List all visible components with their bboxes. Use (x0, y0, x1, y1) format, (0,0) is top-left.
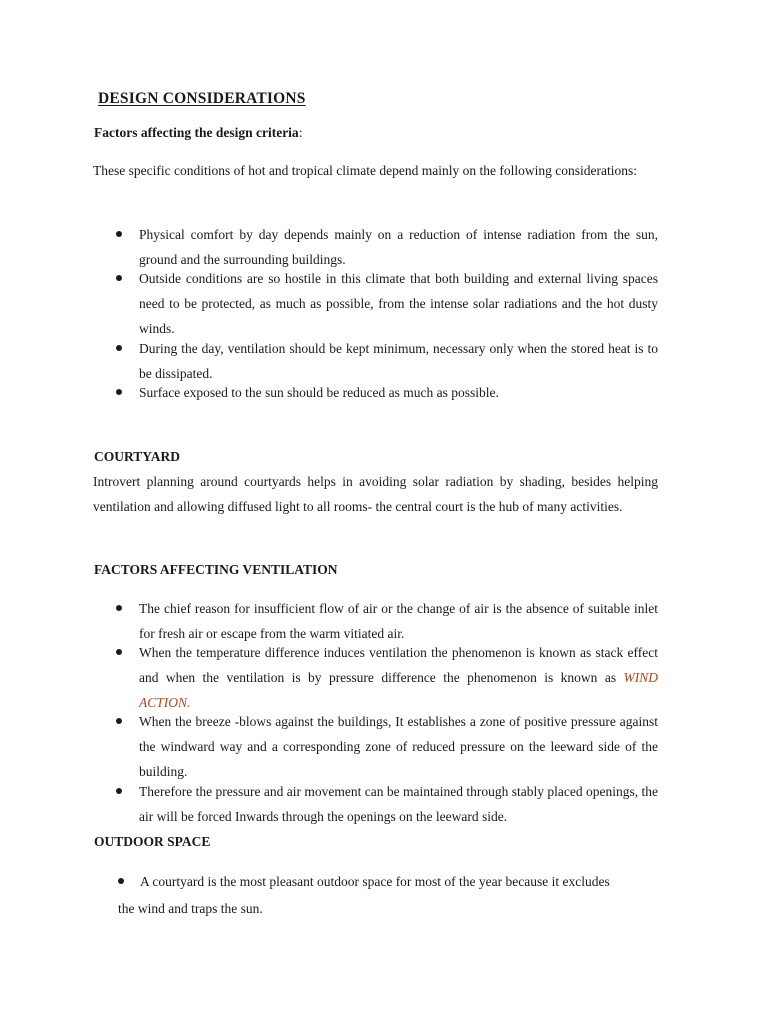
section-heading-outdoor: OUTDOOR SPACE (94, 834, 211, 849)
factors-intro-paragraph: These specific conditions of hot and tropical climate depend mainly on the following considerations: (93, 163, 637, 178)
bullet-icon (116, 718, 122, 724)
factors-bullet (139, 266, 658, 341)
factors-bullet-text: During the day, ventilation should be kept minimum, necessary only when the stored heat is to be dissipated. (139, 341, 658, 381)
wind-action-highlight: WIND ACTION. (139, 670, 658, 710)
factors-bullet (139, 336, 658, 386)
factors-bullet-text: Outside conditions are so hostile in this climate that both building and external living spaces need to be protected, as much as possible, from the intense solar radiations and the hot dusty winds. (139, 271, 658, 336)
factors-heading-colon: : (298, 125, 303, 140)
ventilation-bullet-text: When the temperature difference induces ventilation the phenomenon is known as stack effect and when the ventilation is by pressure difference the phenomenon is known as (139, 645, 658, 685)
bullet-icon (116, 345, 122, 351)
factors-bullet-text: Surface exposed to the sun should be reduced as much as possible. (139, 385, 499, 400)
ventilation-bullet (139, 709, 658, 784)
factors-bullet (139, 380, 658, 405)
ventilation-bullet (139, 596, 658, 646)
bullet-icon (116, 649, 122, 655)
outdoor-bullet-line-1: A courtyard is the most pleasant outdoor space for most of the year because it excludes (140, 874, 610, 889)
ventilation-bullet-text: Therefore the pressure and air movement can be maintained through stably placed openings, the air will be forced Inwards through the openings on the leeward side. (139, 784, 658, 824)
bullet-icon (116, 275, 122, 281)
ventilation-bullet-text: When the breeze -blows against the buildings, It establishes a zone of positive pressure against the windward way and a corresponding zone of reduced pressure on the leeward side of the building. (139, 714, 658, 779)
bullet-icon (116, 605, 122, 611)
bullet-icon (118, 878, 124, 884)
courtyard-paragraph: Introvert planning around courtyards helps in avoiding solar radiation by shading, besides helping ventilation and allowing diffused light to all rooms- the central court is the hub of many activities. (93, 474, 658, 514)
ventilation-bullet (139, 779, 658, 829)
factors-bullet-text: Physical comfort by day depends mainly on a reduction of intense radiation from the sun, ground and the surrounding buildings. (139, 227, 658, 267)
page-title: DESIGN CONSIDERATIONS (98, 90, 306, 107)
bullet-icon (116, 788, 122, 794)
bullet-icon (116, 231, 122, 237)
ventilation-bullet-text: The chief reason for insufficient flow of air or the change of air is the absence of suitable inlet for fresh air or escape from the warm vitiated air. (139, 601, 658, 641)
outdoor-bullet-line-2: the wind and traps the sun. (118, 901, 263, 916)
factors-bullet (139, 222, 658, 272)
outdoor-bullet (118, 868, 688, 922)
section-heading-factors (94, 125, 302, 141)
section-heading-ventilation: FACTORS AFFECTING VENTILATION (94, 562, 338, 577)
section-heading-courtyard: COURTYARD (94, 449, 181, 464)
ventilation-bullet (139, 640, 658, 715)
factors-heading-text: Factors affecting the design criteria (94, 125, 299, 140)
bullet-icon (116, 389, 122, 395)
